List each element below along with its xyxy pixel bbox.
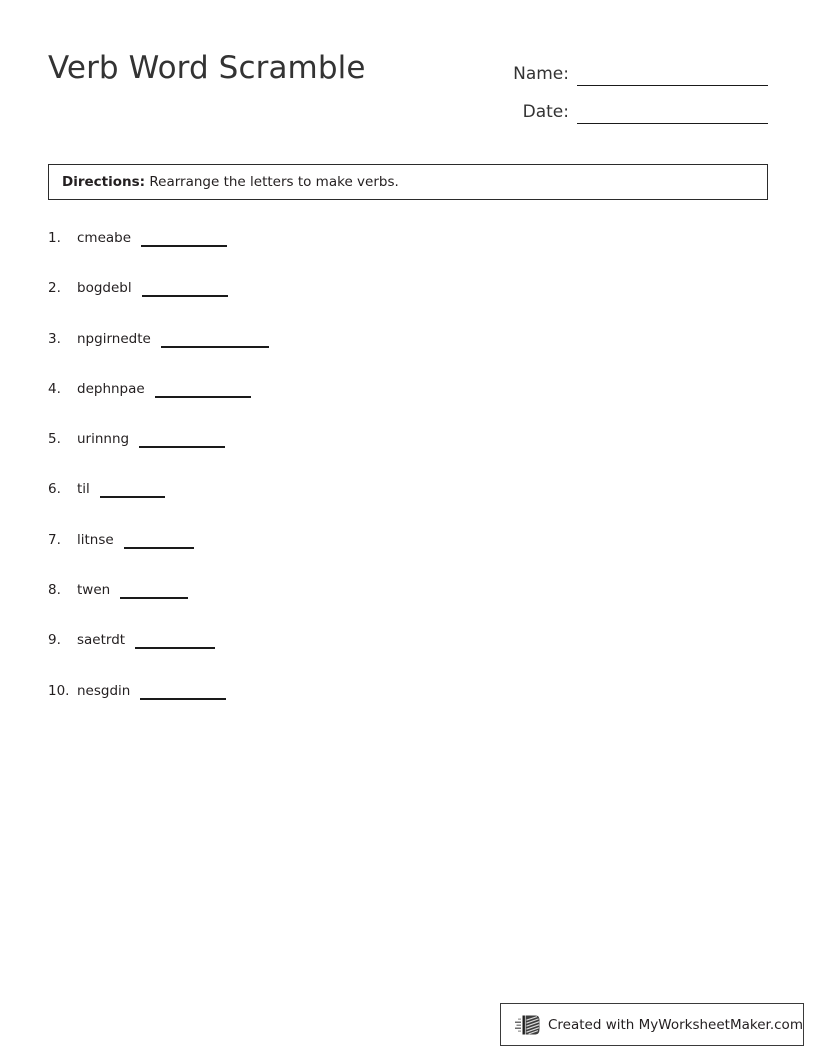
problem-number: 8. [48, 582, 61, 599]
problem-number: 7. [48, 531, 61, 548]
problem-row [48, 479, 768, 529]
name-date-block [506, 48, 768, 124]
problem-number: 1. [48, 230, 61, 246]
scrambled-word: npgirnedte [77, 330, 151, 347]
date-input-line[interactable] [577, 101, 768, 124]
name-input-line[interactable] [577, 63, 768, 86]
answer-blank[interactable] [120, 580, 188, 599]
problem-number: 4. [48, 380, 61, 397]
scrambled-word: litnse [77, 531, 114, 548]
scrambled-word: bogdebl [77, 280, 132, 297]
directions-label: Directions: [62, 174, 146, 190]
problem-row [48, 329, 768, 379]
page-title: Verb Word Scramble [48, 50, 366, 86]
problem-number: 6. [48, 481, 61, 498]
name-row [506, 48, 768, 86]
answer-blank[interactable] [141, 228, 227, 247]
worksheet-header [0, 0, 816, 150]
problem-number: 2. [48, 280, 61, 297]
problem-row [48, 429, 768, 479]
footer-text: Created with MyWorksheetMaker.com [548, 1016, 803, 1033]
directions-text [49, 173, 399, 191]
name-label: Name: [513, 64, 569, 84]
problem-row [48, 580, 768, 630]
answer-blank[interactable] [139, 429, 225, 448]
date-label: Date: [522, 102, 569, 122]
scrambled-word: cmeabe [77, 230, 132, 246]
problem-number: 9. [48, 632, 61, 649]
answer-blank[interactable] [135, 630, 215, 649]
problem-number: 5. [48, 431, 61, 448]
answer-blank[interactable] [161, 329, 269, 348]
problem-row [48, 530, 768, 580]
problem-row [48, 278, 768, 328]
answer-blank[interactable] [142, 278, 228, 297]
scrambled-word: twen [77, 582, 111, 599]
problem-number: 10. [48, 682, 70, 699]
footer-badge[interactable] [500, 1003, 804, 1046]
directions-box [48, 164, 768, 200]
scrambled-word: til [77, 481, 90, 498]
problem-row [48, 681, 768, 731]
scrambled-word: urinnng [77, 431, 130, 448]
myworksheetmaker-logo-icon [515, 1013, 541, 1037]
answer-blank[interactable] [124, 530, 194, 549]
scrambled-word: dephnpae [77, 380, 145, 397]
directions-body: Rearrange the letters to make verbs. [149, 174, 399, 190]
problem-row [48, 630, 768, 680]
date-row [506, 86, 768, 124]
problem-row [48, 228, 768, 278]
answer-blank[interactable] [140, 681, 226, 700]
problem-row [48, 379, 768, 429]
problem-list [48, 228, 768, 731]
answer-blank[interactable] [155, 379, 251, 398]
scrambled-word: nesgdin [77, 682, 131, 699]
problem-number: 3. [48, 330, 61, 347]
answer-blank[interactable] [100, 479, 165, 498]
scrambled-word: saetrdt [77, 632, 126, 649]
